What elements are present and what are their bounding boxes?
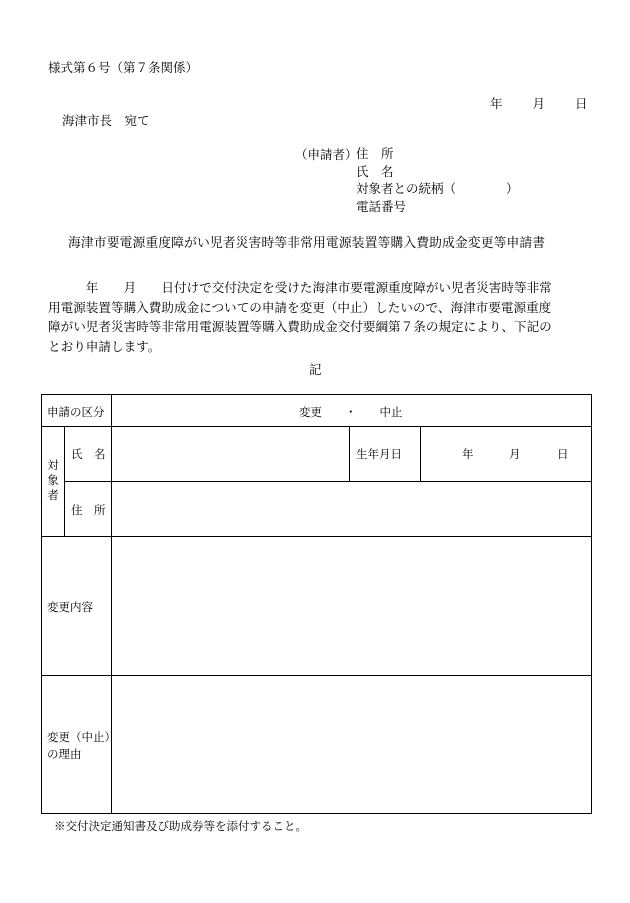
category-options: 変更 ・ 中止 [299,405,403,419]
body-line: 障がい児者災害時等非常用電源装置等購入費助成金交付要綱第７条の規定により、下記の [48,319,552,334]
birthdate-day: 日 [557,447,569,461]
birthdate-month: 月 [509,447,521,461]
applicant-address-label: 住 所 [356,146,394,161]
submission-date [490,94,588,112]
document-title: 海津市要電源重度障がい児者災害時等非常用電源装置等購入費助成金変更等申請書 [68,236,546,251]
category-label: 申請の区分 [47,405,105,419]
reason-label-line2: の理由 [47,747,82,761]
applicant-fields [356,145,519,215]
applicant-name-label: 氏 名 [356,163,394,179]
change-content-label: 変更内容 [47,600,93,614]
body-paragraph [48,278,588,356]
subject-name-label: 氏 名 [71,447,106,461]
form-number: 様式第６号（第７条関係） [48,60,199,75]
subject-label: 対象者 [47,458,59,502]
ki-heading: 記 [309,362,322,377]
applicant-role: （申請者） [295,147,358,162]
body-line: とおり申請します。 [48,338,161,354]
birthdate-label: 生年月日 [356,447,402,461]
addressee: 海津市長 宛て [62,113,150,128]
date-year: 年 [490,96,503,111]
subject-address-label: 住 所 [71,503,106,517]
date-month: 月 [532,96,546,111]
body-line: 用電源装置等購入費助成金についての申請を変更（中止）したいので、海津市要電源重度 [48,299,552,315]
applicant-phone-label: 電話番号 [356,198,407,214]
reason-label-line1: 変更（中止） [47,730,116,744]
applicant-relation-label: 対象者との続柄（ ） [356,181,519,196]
birthdate-year: 年 [462,447,474,461]
date-day: 日 [575,96,588,111]
attachment-note: ※交付決定通知書及び助成券等を添付すること。 [54,819,307,833]
body-line: 年 月 日付けで交付決定を受けた海津市要電源重度障がい児者災害時等非常 [48,280,552,295]
application-table [41,394,592,814]
